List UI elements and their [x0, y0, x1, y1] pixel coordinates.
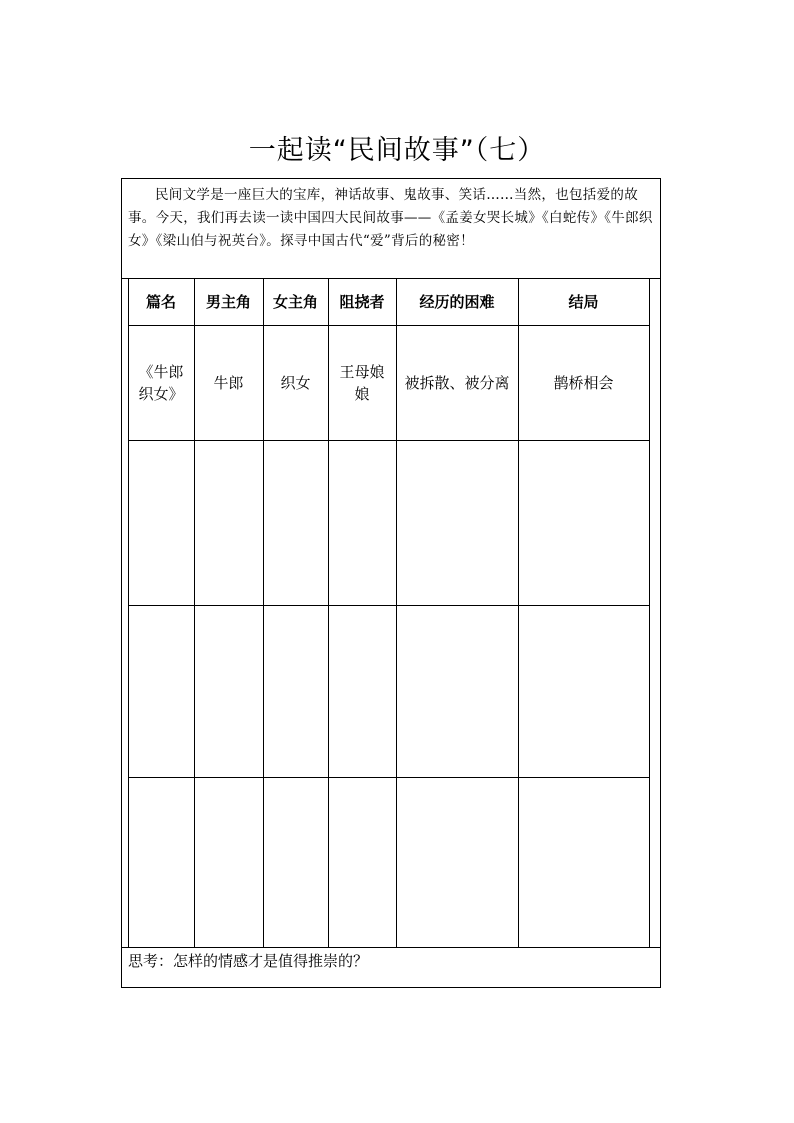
- table-cell: 织女: [280, 373, 311, 392]
- table-cell[interactable]: [396, 605, 518, 777]
- header-female-lead: 女主角: [272, 292, 318, 311]
- table-cell[interactable]: [518, 777, 649, 947]
- table-cell: 王母娘娘: [339, 362, 385, 403]
- table-right-border: [649, 278, 650, 947]
- table-cell[interactable]: [128, 605, 194, 777]
- table-cell[interactable]: [518, 605, 649, 777]
- header-title: 篇名: [145, 292, 176, 311]
- table-cell[interactable]: [518, 440, 649, 605]
- table-cell[interactable]: [128, 440, 194, 605]
- table-cell[interactable]: [396, 440, 518, 605]
- table-cell[interactable]: [128, 777, 194, 947]
- table-cell[interactable]: [328, 777, 396, 947]
- table-cell[interactable]: [396, 777, 518, 947]
- table-cell[interactable]: [263, 440, 328, 605]
- header-male-lead: 男主角: [205, 292, 251, 311]
- header-obstructor: 阻挠者: [339, 292, 385, 311]
- table-cell[interactable]: [194, 440, 263, 605]
- thinking-question: 思考：怎样的情感才是值得推崇的？: [128, 952, 369, 970]
- header-difficulties: 经历的困难: [419, 292, 495, 311]
- table-cell[interactable]: [328, 440, 396, 605]
- table-cell: 《牛郎织女》: [138, 362, 184, 403]
- table-cell: 鹊桥相会: [553, 373, 614, 392]
- table-cell[interactable]: [263, 605, 328, 777]
- thinking-divider: [121, 947, 661, 948]
- intro-paragraph: 民间文学是一座巨大的宝库，神话故事、鬼故事、笑话……当然，也包括爱的故事。今天，我们再去读一读中国四大民间故事——《孟姜女哭长城》《白蛇传》《牛郎织女》《梁山伯与祝英台》。探寻中国古代“爱”背后的秘密！: [128, 187, 653, 249]
- table-cell: 牛郎: [213, 373, 244, 392]
- table-cell[interactable]: [194, 605, 263, 777]
- header-ending: 结局: [568, 292, 599, 311]
- page-title: 一起读“民间故事”（七）: [248, 135, 546, 166]
- table-cell[interactable]: [328, 605, 396, 777]
- table-cell[interactable]: [263, 777, 328, 947]
- table-cell[interactable]: [194, 777, 263, 947]
- table-cell: 被拆散、被分离: [404, 373, 510, 392]
